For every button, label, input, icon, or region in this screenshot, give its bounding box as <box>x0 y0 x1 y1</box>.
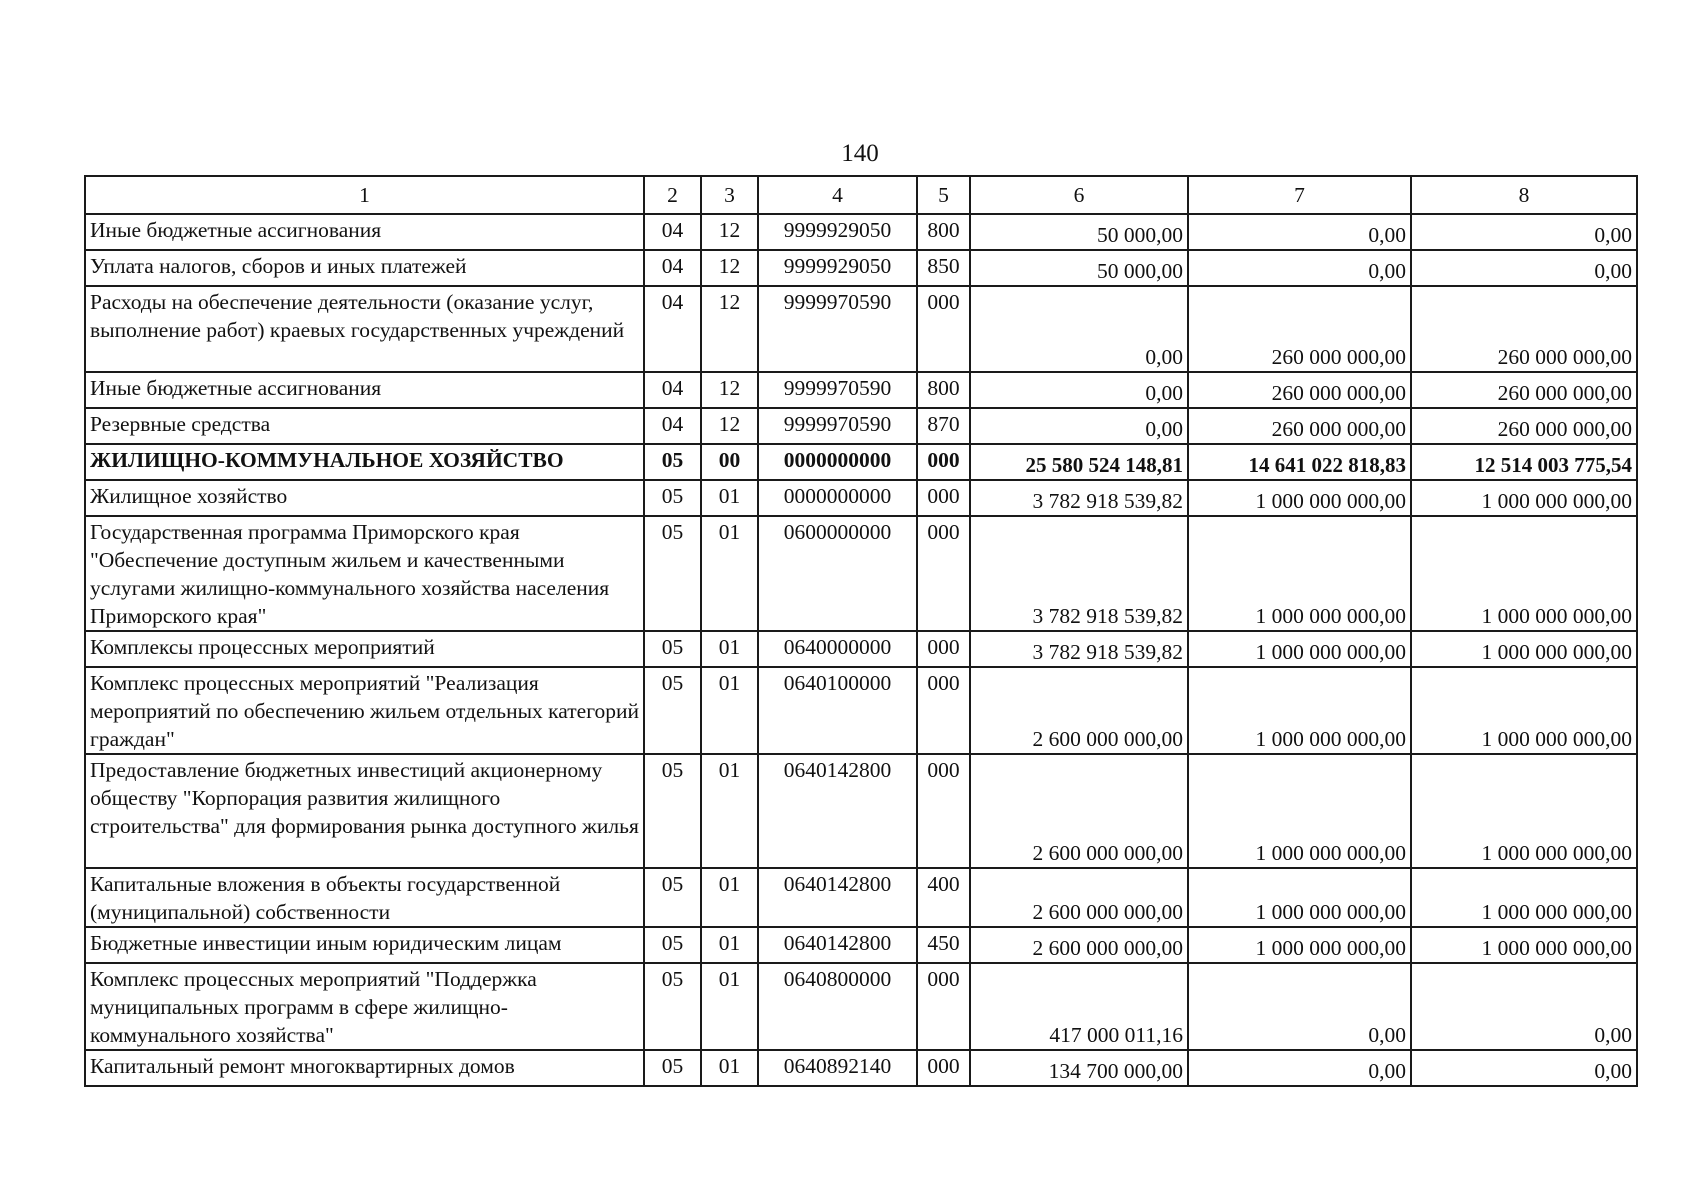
subsection-code-cell: 12 <box>701 408 758 444</box>
target-article-cell: 9999929050 <box>758 214 917 250</box>
amount-cell-7: 260 000 000,00 <box>1188 408 1411 444</box>
column-header: 5 <box>917 176 970 214</box>
column-header: 2 <box>644 176 701 214</box>
section-code-cell: 05 <box>644 444 701 480</box>
expense-type-cell: 850 <box>917 250 970 286</box>
target-article-cell: 0640000000 <box>758 631 917 667</box>
expense-type-cell: 870 <box>917 408 970 444</box>
subsection-code-cell: 12 <box>701 250 758 286</box>
target-article-cell: 9999929050 <box>758 250 917 286</box>
amount-cell-8: 1 000 000 000,00 <box>1411 667 1637 754</box>
amount-cell-8: 1 000 000 000,00 <box>1411 516 1637 631</box>
amount-cell-7: 1 000 000 000,00 <box>1188 927 1411 963</box>
amount-cell-6: 134 700 000,00 <box>970 1050 1188 1086</box>
amount-cell-6: 2 600 000 000,00 <box>970 927 1188 963</box>
target-article-cell: 0000000000 <box>758 444 917 480</box>
section-code-cell: 05 <box>644 927 701 963</box>
row-name-cell: Резервные средства <box>85 408 644 444</box>
target-article-cell: 9999970590 <box>758 408 917 444</box>
amount-cell-7: 0,00 <box>1188 250 1411 286</box>
row-name-cell: Иные бюджетные ассигнования <box>85 372 644 408</box>
amount-cell-6: 2 600 000 000,00 <box>970 667 1188 754</box>
column-header: 1 <box>85 176 644 214</box>
row-name-cell: ЖИЛИЩНО-КОММУНАЛЬНОЕ ХОЗЯЙСТВО <box>85 444 644 480</box>
expense-type-cell: 450 <box>917 927 970 963</box>
table-row <box>85 927 1637 963</box>
amount-cell-7: 260 000 000,00 <box>1188 372 1411 408</box>
target-article-cell: 0640800000 <box>758 963 917 1050</box>
column-header: 6 <box>970 176 1188 214</box>
table-row <box>85 286 1637 372</box>
subsection-code-cell: 01 <box>701 754 758 868</box>
amount-cell-6: 417 000 011,16 <box>970 963 1188 1050</box>
table-row <box>85 963 1637 1050</box>
row-name-cell: Уплата налогов, сборов и иных платежей <box>85 250 644 286</box>
subsection-code-cell: 12 <box>701 372 758 408</box>
section-code-cell: 04 <box>644 250 701 286</box>
target-article-cell: 0000000000 <box>758 480 917 516</box>
expense-type-cell: 400 <box>917 868 970 927</box>
subsection-code-cell: 00 <box>701 444 758 480</box>
amount-cell-6: 0,00 <box>970 408 1188 444</box>
amount-cell-8: 0,00 <box>1411 214 1637 250</box>
section-code-cell: 04 <box>644 408 701 444</box>
expense-type-cell: 000 <box>917 286 970 372</box>
amount-cell-7: 1 000 000 000,00 <box>1188 631 1411 667</box>
amount-cell-7: 260 000 000,00 <box>1188 286 1411 372</box>
expense-type-cell: 800 <box>917 214 970 250</box>
row-name-cell: Жилищное хозяйство <box>85 480 644 516</box>
amount-cell-6: 25 580 524 148,81 <box>970 444 1188 480</box>
amount-cell-6: 3 782 918 539,82 <box>970 480 1188 516</box>
row-name-cell: Капитальный ремонт многоквартирных домов <box>85 1050 644 1086</box>
expense-type-cell: 000 <box>917 754 970 868</box>
subsection-code-cell: 01 <box>701 1050 758 1086</box>
target-article-cell: 0640142800 <box>758 754 917 868</box>
target-article-cell: 0600000000 <box>758 516 917 631</box>
budget-table <box>84 175 1638 1087</box>
table-row <box>85 480 1637 516</box>
amount-cell-6: 3 782 918 539,82 <box>970 631 1188 667</box>
amount-cell-6: 3 782 918 539,82 <box>970 516 1188 631</box>
table-row <box>85 408 1637 444</box>
amount-cell-7: 0,00 <box>1188 1050 1411 1086</box>
row-name-cell: Комплексы процессных мероприятий <box>85 631 644 667</box>
section-code-cell: 04 <box>644 214 701 250</box>
target-article-cell: 0640892140 <box>758 1050 917 1086</box>
section-code-cell: 05 <box>644 480 701 516</box>
amount-cell-6: 0,00 <box>970 372 1188 408</box>
amount-cell-8: 0,00 <box>1411 250 1637 286</box>
amount-cell-8: 1 000 000 000,00 <box>1411 927 1637 963</box>
table-row <box>85 372 1637 408</box>
amount-cell-7: 0,00 <box>1188 963 1411 1050</box>
amount-cell-7: 1 000 000 000,00 <box>1188 868 1411 927</box>
amount-cell-8: 0,00 <box>1411 963 1637 1050</box>
target-article-cell: 0640100000 <box>758 667 917 754</box>
row-name-cell: Государственная программа Приморского края "Обеспечение доступным жильем и качественными услугами жилищно-коммунального хозяйства населения Приморского края" <box>85 516 644 631</box>
row-name-cell: Комплекс процессных мероприятий "Поддержка муниципальных программ в сфере жилищно-коммунального хозяйства" <box>85 963 644 1050</box>
amount-cell-7: 1 000 000 000,00 <box>1188 516 1411 631</box>
row-name-cell: Бюджетные инвестиции иным юридическим лицам <box>85 927 644 963</box>
amount-cell-8: 1 000 000 000,00 <box>1411 480 1637 516</box>
table-row <box>85 667 1637 754</box>
amount-cell-6: 50 000,00 <box>970 214 1188 250</box>
subsection-code-cell: 12 <box>701 214 758 250</box>
section-code-cell: 05 <box>644 1050 701 1086</box>
amount-cell-8: 12 514 003 775,54 <box>1411 444 1637 480</box>
column-header: 4 <box>758 176 917 214</box>
section-code-cell: 05 <box>644 516 701 631</box>
expense-type-cell: 000 <box>917 480 970 516</box>
column-header: 8 <box>1411 176 1637 214</box>
amount-cell-7: 1 000 000 000,00 <box>1188 480 1411 516</box>
amount-cell-8: 0,00 <box>1411 1050 1637 1086</box>
table-row <box>85 868 1637 927</box>
expense-type-cell: 000 <box>917 963 970 1050</box>
section-code-cell: 05 <box>644 667 701 754</box>
amount-cell-8: 1 000 000 000,00 <box>1411 868 1637 927</box>
amount-cell-8: 1 000 000 000,00 <box>1411 631 1637 667</box>
subsection-code-cell: 12 <box>701 286 758 372</box>
target-article-cell: 9999970590 <box>758 372 917 408</box>
subsection-code-cell: 01 <box>701 667 758 754</box>
table-row <box>85 444 1637 480</box>
amount-cell-8: 260 000 000,00 <box>1411 408 1637 444</box>
table-row <box>85 214 1637 250</box>
row-name-cell: Расходы на обеспечение деятельности (оказание услуг, выполнение работ) краевых государственных учреждений <box>85 286 644 372</box>
amount-cell-6: 50 000,00 <box>970 250 1188 286</box>
amount-cell-7: 1 000 000 000,00 <box>1188 667 1411 754</box>
column-header: 3 <box>701 176 758 214</box>
subsection-code-cell: 01 <box>701 927 758 963</box>
target-article-cell: 0640142800 <box>758 868 917 927</box>
section-code-cell: 05 <box>644 963 701 1050</box>
expense-type-cell: 000 <box>917 667 970 754</box>
section-code-cell: 04 <box>644 372 701 408</box>
section-code-cell: 05 <box>644 754 701 868</box>
target-article-cell: 0640142800 <box>758 927 917 963</box>
section-code-cell: 05 <box>644 868 701 927</box>
target-article-cell: 9999970590 <box>758 286 917 372</box>
row-name-cell: Капитальные вложения в объекты государственной (муниципальной) собственности <box>85 868 644 927</box>
subsection-code-cell: 01 <box>701 963 758 1050</box>
amount-cell-8: 260 000 000,00 <box>1411 286 1637 372</box>
expense-type-cell: 800 <box>917 372 970 408</box>
table-row <box>85 1050 1637 1086</box>
amount-cell-7: 1 000 000 000,00 <box>1188 754 1411 868</box>
subsection-code-cell: 01 <box>701 516 758 631</box>
amount-cell-8: 260 000 000,00 <box>1411 372 1637 408</box>
header-row <box>85 176 1637 214</box>
page-number: 140 <box>841 140 879 167</box>
row-name-cell: Предоставление бюджетных инвестиций акционерному обществу "Корпорация развития жилищного строительства" для формирования рынка доступного жилья <box>85 754 644 868</box>
amount-cell-7: 0,00 <box>1188 214 1411 250</box>
subsection-code-cell: 01 <box>701 868 758 927</box>
amount-cell-6: 2 600 000 000,00 <box>970 754 1188 868</box>
amount-cell-7: 14 641 022 818,83 <box>1188 444 1411 480</box>
section-code-cell: 05 <box>644 631 701 667</box>
expense-type-cell: 000 <box>917 444 970 480</box>
subsection-code-cell: 01 <box>701 480 758 516</box>
table-row <box>85 516 1637 631</box>
row-name-cell: Иные бюджетные ассигнования <box>85 214 644 250</box>
subsection-code-cell: 01 <box>701 631 758 667</box>
table-row <box>85 754 1637 868</box>
expense-type-cell: 000 <box>917 631 970 667</box>
expense-type-cell: 000 <box>917 1050 970 1086</box>
expense-type-cell: 000 <box>917 516 970 631</box>
table-body <box>85 176 1637 1086</box>
row-name-cell: Комплекс процессных мероприятий "Реализация мероприятий по обеспечению жильем отдельных категорий граждан" <box>85 667 644 754</box>
table-row <box>85 631 1637 667</box>
amount-cell-6: 2 600 000 000,00 <box>970 868 1188 927</box>
amount-cell-8: 1 000 000 000,00 <box>1411 754 1637 868</box>
section-code-cell: 04 <box>644 286 701 372</box>
column-header: 7 <box>1188 176 1411 214</box>
amount-cell-6: 0,00 <box>970 286 1188 372</box>
table-row <box>85 250 1637 286</box>
